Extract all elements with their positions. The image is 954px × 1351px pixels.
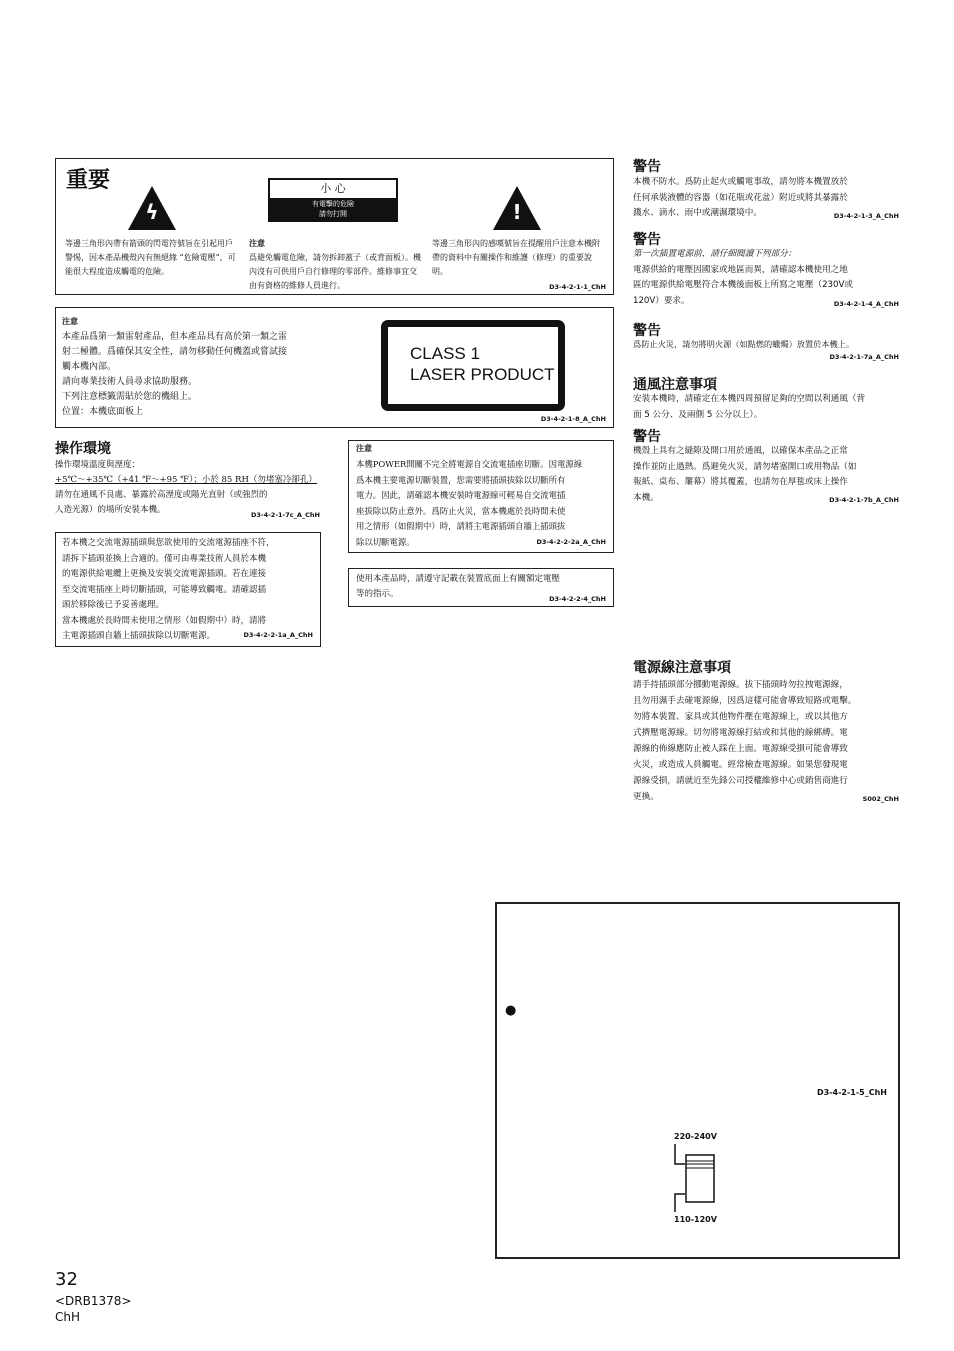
voltage-high-label: 220-240V: [674, 1132, 717, 1141]
operating-env-code: D3-4-2-1-7c_A_ChH: [250, 511, 320, 519]
laser-label-class: CLASS 1: [410, 344, 480, 363]
ventilation-text: 安裝本機時，請確定在本機四周預留足夠的空間以利通風（背 面 5 公分、及兩側 5 公分以上）。: [633, 394, 866, 420]
important-code: D3-4-2-1-1_ChH: [549, 283, 606, 291]
bullet: ●: [505, 1003, 517, 1018]
warning-water-code: D3-4-2-1-3_A_ChH: [833, 212, 899, 220]
power-switch-text: 本機POWER開關不完全將電源自交流電插座切斷。因電源線 爲本機主要電源切斷裝置，您需要將插頭拔除以切斷所有 電力。因此，請確認本機安裝時電源線可輕易自交流電插 座拔除以防止意外。爲防止火災，當本機處於長時間未使 用之情形（如假期中）時，請將主電源插頭自牆上插頭拔 除以切斷電源。: [356, 459, 583, 547]
rating-code: D3-4-2-2-4_ChH: [549, 595, 606, 603]
warning-water-title: 警告: [633, 159, 661, 175]
power-cord-code: S002_ChH: [862, 795, 899, 803]
class1-laser-label: [381, 320, 565, 411]
rating-text: 使用本產品時，請遵守記載在裝置底面上有關額定電壓 等的指示。: [356, 574, 561, 599]
warning-fire-title: 警告: [633, 323, 661, 339]
exclamation-warning-icon: !: [493, 186, 541, 230]
laser-code: D3-4-2-1-8_A_ChH: [540, 415, 606, 423]
laser-text: 本產品爲第一類雷射產品，但本產品具有高於第一類之雷 射二極體。爲確保其安全性，請勿移動任何機蓋或嘗試接 觸本機內部。 請向專業技術人員尋求協助服務。 下列注意標籤需貼於您的機組上。 位置：本機底面板上: [62, 332, 288, 417]
power-cord-text: 請手持插頭部分挪動電源線。拔下插頭時勿拉拽電源線， 且勿用濕手去碰電源線，因爲這樣可能會導致短路或電擊。 勿將本裝置、家具或其他物件壓在電源線上，或以其他方 式擠壓電源線。切勿將電源線打結或和其他的線綁縛。電 源線的佈線應防止被人踩在上面。電源線受損可能會導致 火災，或造成人員觸電。經常檢查電源線。如果您發現電 源線受損，請就近至先鋒公司授權維修中心或銷售商進行 更換。: [633, 680, 857, 802]
laser-label-product: LASER PRODUCT: [410, 365, 555, 384]
shock-caution-text: 爲避免觸電危險，請勿拆卸蓋子（或背面板）。機內沒有可供用戶自行修理的零部件。維修事宜交由有資格的維修人員進行。: [249, 253, 421, 290]
warning-voltage-text: 第一次插置電源前，請仔細閱讀下列部分： 電源供給的電壓因國家或地區而異，請確認本機使用之地 區的電源供給電壓符合本機後面板上所寫之電壓（230V或 120V）要求。: [633, 249, 853, 306]
page-number: 32: [55, 1269, 78, 1290]
caution-label: [268, 178, 398, 222]
warning-vent-title: 警告: [633, 429, 661, 445]
shock-caution-title: 注意: [249, 239, 265, 248]
exclamation-description: 等邊三角形內的感嘆號旨在提醒用戶注意本機附帶的資料中有關操作和維護（修理）的重要說明。: [432, 239, 600, 276]
plug-replacement-code: D3-4-2-2-1a_A_ChH: [243, 631, 313, 639]
warning-fire-code: D3-4-2-1-7a_A_ChH: [829, 353, 899, 361]
power-switch-code: D3-4-2-2-2a_A_ChH: [536, 538, 606, 546]
warning-fire-text: 爲防止火災，請勿將明火源（如點燃的蠟燭）放置於本機上。: [633, 339, 855, 349]
warning-voltage-title: 警告: [633, 232, 661, 248]
power-cord-title: 電源線注意事項: [633, 660, 731, 676]
caution-label-warning: 有電擊的危險 請勿打開: [270, 198, 396, 221]
laser-caution-title: 注意: [62, 317, 78, 326]
voltage-low-label: 110-120V: [674, 1215, 717, 1224]
warning-vent-code: D3-4-2-1-7b_A_ChH: [829, 496, 899, 504]
lightning-warning-icon: ϟ: [128, 186, 176, 230]
plug-replacement-text: 若本機之交流電源插頭與您欲使用的交流電源插座不符， 請拆下插頭並換上合適的。僅可由專業技術人員於本機 的電源供給電纜上更換及安裝交流電源插頭。若在連接 至交流電插座上時切斷插頭，可能導致觸電。請確認插 頭於移除後已予妥善處理。 當本機處於長時間未使用之情形（如假期中）時，請將 主電源插頭自牆上插頭拔除以切斷電源。: [62, 538, 275, 641]
model-code: <DRB1378>: [55, 1294, 132, 1308]
lightning-description: 等邊三角形內帶有箭頭的閃電符號旨在引起用戶警惕，因本產品機殼內有無絕緣 “危險電壓”，可能很大程度造成觸電的危險。: [65, 239, 236, 276]
language-code: ChH: [55, 1310, 81, 1324]
caution-label-title: 小 心: [320, 182, 346, 195]
warning-water-text: 本機不防水。爲防止起火或觸電事故，請勿將本機置放於 任何承裝液體的容器（如花瓶或花盆）附近或將其暴露於 濺水、滴水、雨中或潮濕環境中。: [633, 177, 848, 218]
operating-env-text: 操作環境溫度與溼度： +5℃～+35℃（+41 ℉～+95 ℉）；小於 85 RH（勿堵塞冷卻孔） 請勿在通風不良處、暴露於高溼度或陽光直射（或強烈的 人造光源）的場所安裝本機。: [55, 460, 317, 515]
ventilation-title: 通風注意事項: [633, 377, 717, 393]
warning-voltage-code: D3-4-2-1-4_A_ChH: [833, 300, 899, 308]
operating-env-title: 操作環境: [55, 441, 111, 457]
warning-vent-text: 機殼上具有之縫隙及開口用於通風，以確保本產品之正常 操作並防止過熱。爲避免火災，請勿堵塞開口或用物品（如 報紙、桌布、簾幕）將其覆蓋，也請勿在厚毯或床上操作 本機。: [633, 446, 857, 503]
voltage-selector-code: D3-4-2-1-5_ChH: [816, 1088, 887, 1097]
important-title: 重要: [66, 168, 111, 193]
power-switch-title: 注意: [356, 444, 372, 453]
voltage-selector-switch-icon: [672, 1142, 722, 1216]
